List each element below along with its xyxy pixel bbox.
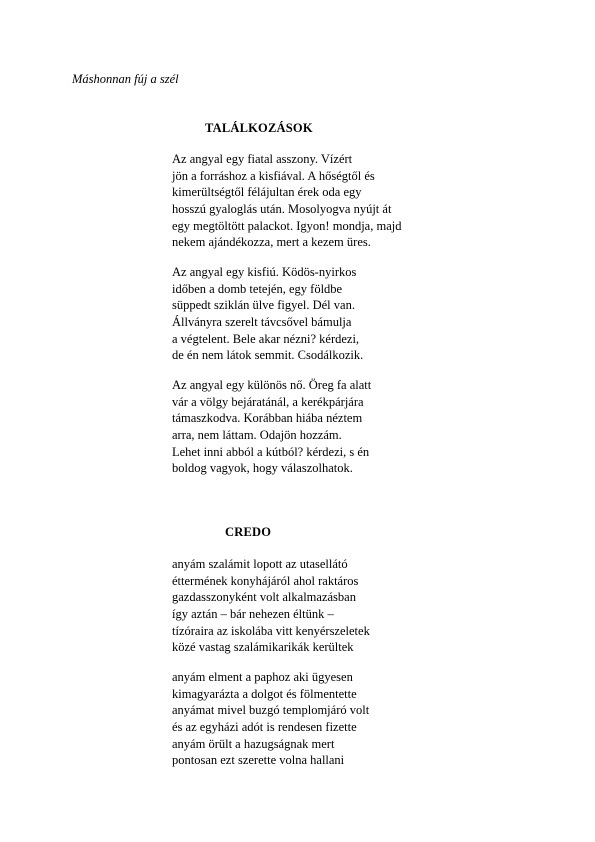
section-title-talalkozasok: TALÁLKOZÁSOK <box>205 121 313 135</box>
poem-line: és az egyházi adót is rendesen fizette <box>172 720 357 735</box>
poem-line: Az angyal egy különös nő. Öreg fa alatt <box>172 378 372 392</box>
stanza-5 <box>172 669 369 769</box>
poem-line: így aztán – bár nehezen éltünk – <box>172 607 334 622</box>
poem-line: anyámat mivel buzgó templomjáró volt <box>172 703 370 718</box>
stanza-4 <box>172 556 370 656</box>
section-title-credo: CREDO <box>225 525 272 539</box>
poem-line: közé vastag szalámikarikák kerültek <box>172 640 354 655</box>
poem-line: arra, nem láttam. Odajön hozzám. <box>172 428 342 443</box>
poem-line: anyám szalámit lopott az utasellátó <box>172 557 348 571</box>
poem-line: egy megtöltött palackot. Igyon! mondja, majd <box>172 218 402 233</box>
poem-line: Állványra szerelt távcsővel bámulja <box>172 315 352 330</box>
poem-line: gazdasszonyként volt alkalmazásban <box>172 590 356 605</box>
poem-line: pontosan ezt szerette volna hallani <box>172 753 345 768</box>
poem-line: időben a domb tetején, egy földbe <box>172 281 343 296</box>
stanza-3 <box>172 377 371 477</box>
running-title: Máshonnan fúj a szél <box>72 72 179 86</box>
poem-line: anyám örült a hazugságnak mert <box>172 736 335 751</box>
poem-line: Az angyal egy kisfiú. Ködös-nyirkos <box>172 265 357 279</box>
poem-line: hosszú gyaloglás után. Mosolyogva nyújt át <box>172 202 392 217</box>
poem-line: Lehet inni abból a kútból? kérdezi, s én <box>172 444 370 459</box>
stanza-1 <box>172 151 401 251</box>
poem-line: süppedt sziklán ülve figyel. Dél van. <box>172 298 355 313</box>
poem-line: kimagyarázta a dolgot és fölmentette <box>172 686 357 701</box>
poem-line: a végtelent. Bele akar nézni? kérdezi, <box>172 331 360 346</box>
poem-line: tízóraira az iskolába vitt kenyérszeletek <box>172 623 370 638</box>
poem-line: jön a forráshoz a kisfiával. A hőségtől és <box>172 168 375 183</box>
stanza-2 <box>172 264 363 364</box>
poem-line: anyám elment a paphoz aki ügyesen <box>172 670 353 684</box>
poem-line: Az angyal egy fiatal asszony. Vízért <box>172 152 353 166</box>
poem-line: de én nem látok semmit. Csodálkozik. <box>172 348 364 363</box>
poem-line: kimerültségtől félájultan érek oda egy <box>172 185 362 200</box>
poem-line: vár a völgy bejáratánál, a kerékpárjára <box>172 394 364 409</box>
poem-line: éttermének konyhájáról ahol raktáros <box>172 573 359 588</box>
poem-line: támaszkodva. Korábban hiába néztem <box>172 411 363 426</box>
poem-line: boldog vagyok, hogy válaszolhatok. <box>172 461 353 476</box>
poem-line: nekem ajándékozza, mert a kezem üres. <box>172 235 371 250</box>
